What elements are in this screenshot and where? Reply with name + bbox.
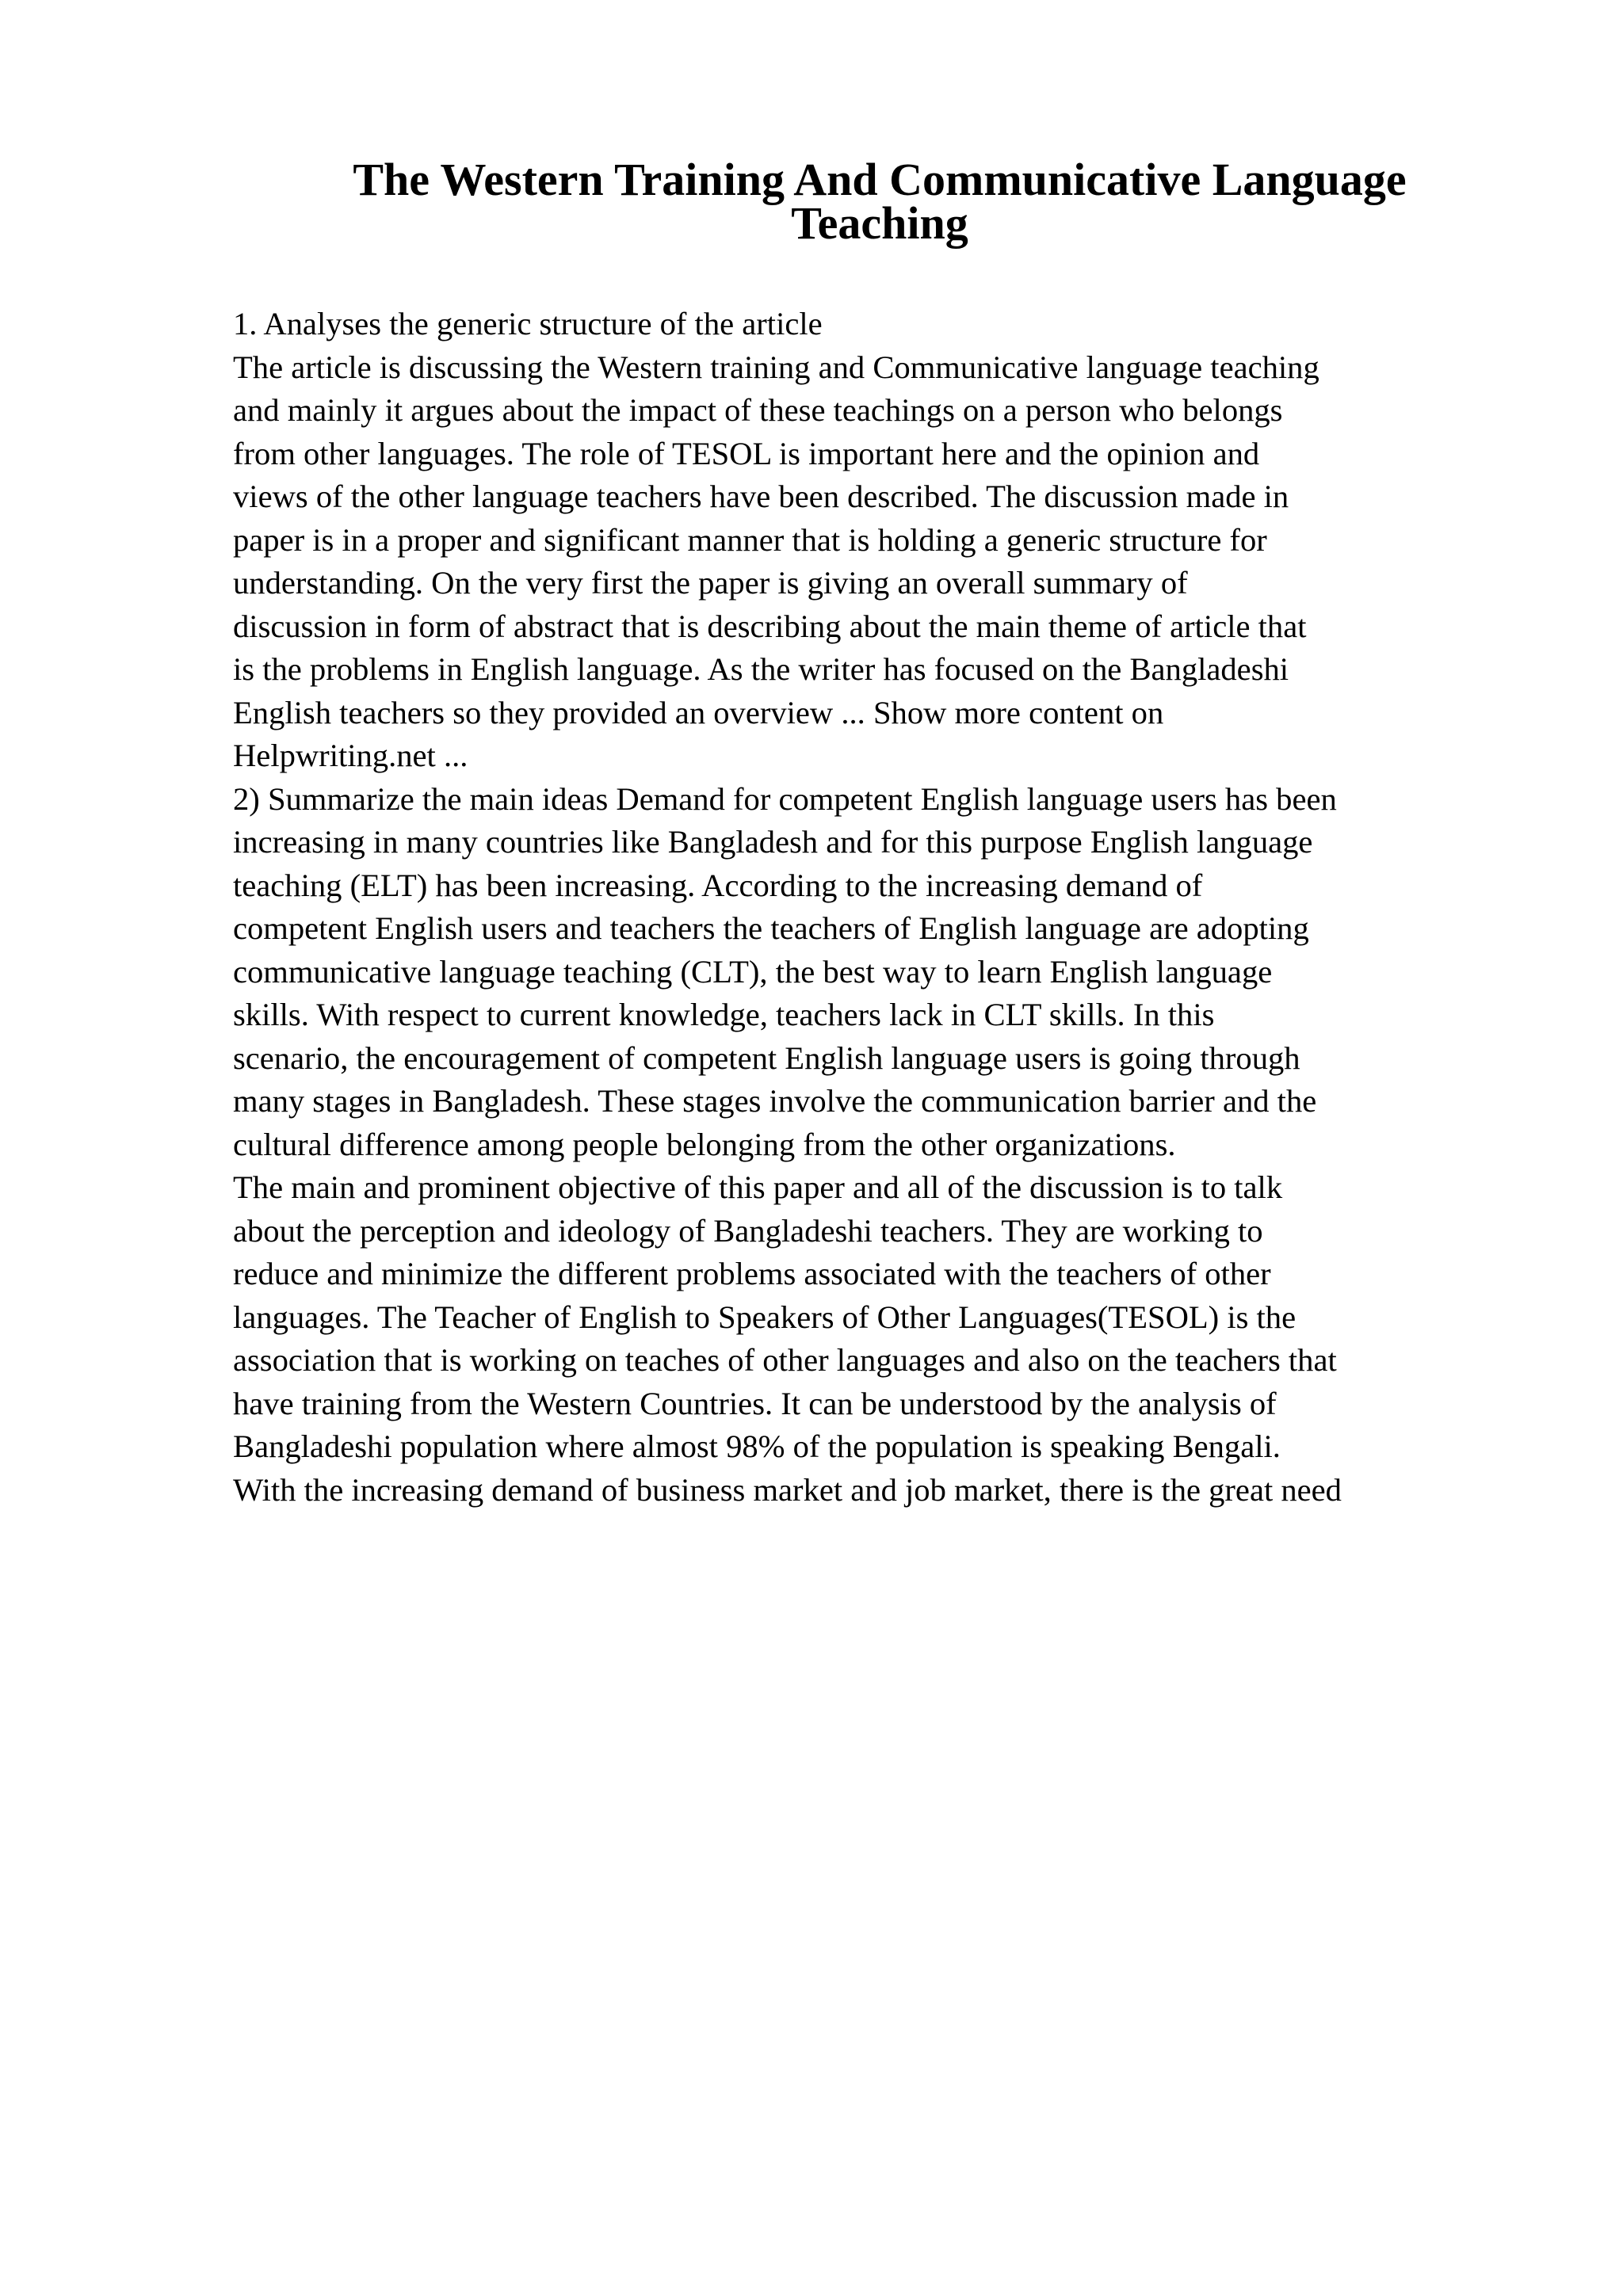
body-line: views of the other language teachers have been described. The discussion made in bbox=[233, 479, 1289, 514]
body-line: cultural difference among people belonging from the other organizations. bbox=[233, 1126, 1176, 1162]
body-line: competent English users and teachers the teachers of English language are adopting bbox=[233, 910, 1309, 946]
body-line: reduce and minimize the different problems associated with the teachers of other bbox=[233, 1256, 1271, 1291]
title-line: Teaching bbox=[791, 196, 968, 249]
body-line: English teachers so they provided an overview ... Show more content on bbox=[233, 694, 1164, 730]
body-line: 1. Analyses the generic structure of the article bbox=[233, 306, 823, 341]
body-line: The article is discussing the Western training and Communicative language teaching bbox=[233, 349, 1319, 385]
body-line: and mainly it argues about the impact of these teachings on a person who belongs bbox=[233, 392, 1283, 428]
body-line: The main and prominent objective of this paper and all of the discussion is to talk bbox=[233, 1169, 1283, 1205]
body-line: Bangladeshi population where almost 98% of the population is speaking Bengali. bbox=[233, 1428, 1281, 1464]
body-line: have training from the Western Countries. It can be understood by the analysis of bbox=[233, 1385, 1277, 1421]
body-line: understanding. On the very first the paper is giving an overall summary of bbox=[233, 565, 1188, 601]
body-line: languages. The Teacher of English to Speakers of Other Languages(TESOL) is the bbox=[233, 1299, 1296, 1335]
document-body bbox=[233, 303, 1541, 1512]
body-line: many stages in Bangladesh. These stages involve the communication barrier and the bbox=[233, 1083, 1317, 1119]
title-line: The Western Training And Communicative Language bbox=[353, 154, 1407, 205]
body-line: With the increasing demand of business market and job market, there is the great need bbox=[233, 1471, 1342, 1508]
body-line: increasing in many countries like Bangladesh and for this purpose English language bbox=[233, 824, 1313, 860]
body-line: association that is working on teaches of other languages and also on the teachers that bbox=[233, 1342, 1337, 1378]
body-line: is the problems in English language. As the writer has focused on the Bangladeshi bbox=[233, 651, 1289, 687]
document-title bbox=[230, 151, 1529, 249]
body-line: discussion in form of abstract that is describing about the main theme of article that bbox=[233, 608, 1307, 644]
body-line: skills. With respect to current knowledge, teachers lack in CLT skills. In this bbox=[233, 997, 1215, 1032]
body-line: from other languages. The role of TESOL is important here and the opinion and bbox=[233, 435, 1260, 471]
body-line: communicative language teaching (CLT), the best way to learn English language bbox=[233, 953, 1273, 990]
body-line: paper is in a proper and significant manner that is holding a generic structure for bbox=[233, 521, 1267, 558]
body-line: 2) Summarize the main ideas Demand for competent English language users has been bbox=[233, 780, 1337, 817]
body-line: teaching (ELT) has been increasing. According to the increasing demand of bbox=[233, 867, 1203, 903]
body-line: Helpwriting.net ... bbox=[233, 738, 468, 773]
body-line: about the perception and ideology of Bangladeshi teachers. They are working to bbox=[233, 1212, 1263, 1249]
body-line: scenario, the encouragement of competent English language users is going through bbox=[233, 1039, 1300, 1076]
